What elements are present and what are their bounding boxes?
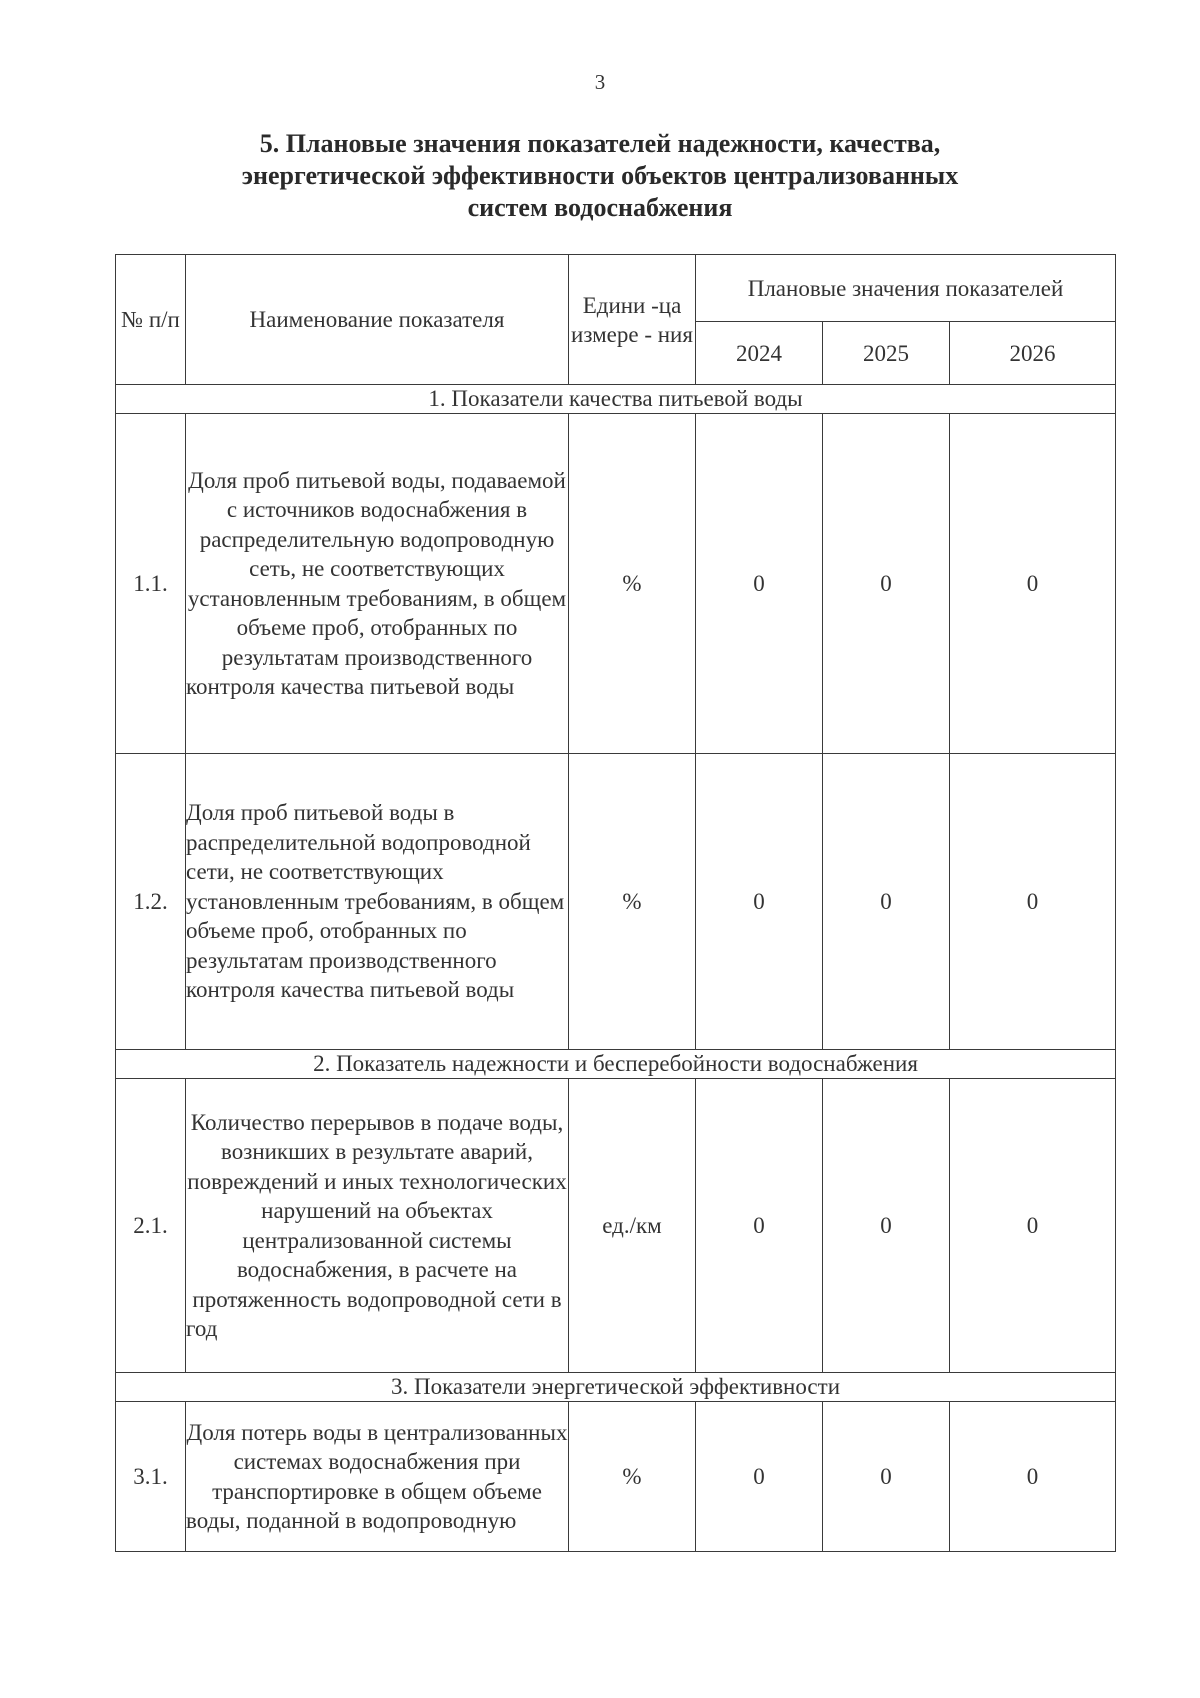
value-2026: 0	[950, 1402, 1116, 1552]
table-row	[116, 414, 1116, 754]
unit-cell: %	[569, 754, 696, 1050]
indicator-name: Доля проб питьевой воды в распределительной водопроводной сети, не соответствующих установленным требованиям, в общем объеме проб, отобранных по результатам производственного контроля качества питьевой воды	[186, 754, 569, 1050]
value-2024: 0	[696, 414, 823, 754]
header-row	[116, 255, 1116, 322]
value-2025: 0	[823, 1402, 950, 1552]
section-row	[116, 1050, 1116, 1079]
table-row	[116, 1079, 1116, 1373]
header-year: 2026	[950, 322, 1116, 385]
value-2026: 0	[950, 754, 1116, 1050]
title-line-3: систем водоснабжения	[467, 193, 733, 222]
header-num: № п/п	[116, 255, 186, 385]
header-planned: Плановые значения показателей	[696, 255, 1116, 322]
unit-cell: %	[569, 414, 696, 754]
unit-cell: %	[569, 1402, 696, 1552]
title-line-1: 5. Плановые значения показателей надежности, качества,	[259, 129, 941, 158]
page-number: 3	[594, 70, 606, 94]
header-year: 2025	[823, 322, 950, 385]
document-title	[180, 128, 1020, 224]
section-title: 1. Показатели качества питьевой воды	[116, 385, 1116, 414]
row-number: 1.1.	[116, 414, 186, 754]
row-number: 2.1.	[116, 1079, 186, 1373]
unit-cell: ед./км	[569, 1079, 696, 1373]
value-2024: 0	[696, 1402, 823, 1552]
row-number: 1.2.	[116, 754, 186, 1050]
value-2026: 0	[950, 414, 1116, 754]
row-number: 3.1.	[116, 1402, 186, 1552]
value-2025: 0	[823, 414, 950, 754]
value-2025: 0	[823, 754, 950, 1050]
title-line-2: энергетической эффективности объектов централизованных	[241, 161, 959, 190]
value-2026: 0	[950, 1079, 1116, 1373]
table-row	[116, 1402, 1116, 1552]
value-2024: 0	[696, 1079, 823, 1373]
indicator-name: Доля проб питьевой воды, подаваемой с источников водоснабжения в распределительную водопроводную сеть, не соответствующих установленным требованиям, в общем объеме проб, отобранных по результатам производственного контроля качества питьевой воды	[186, 414, 569, 754]
section-title: 3. Показатели энергетической эффективности	[116, 1373, 1116, 1402]
section-title: 2. Показатель надежности и бесперебойности водоснабжения	[116, 1050, 1116, 1079]
indicator-name: Доля потерь воды в централизованных системах водоснабжения при транспортировке в общем объеме воды, поданной в водопроводную	[186, 1402, 569, 1552]
indicator-name: Количество перерывов в подаче воды, возникших в результате аварий, повреждений и иных технологических нарушений на объектах централизованной системы водоснабжения, в расчете на протяженность водопроводной сети в год	[186, 1079, 569, 1373]
value-2024: 0	[696, 754, 823, 1050]
header-unit: Едини -ца измере - ния	[569, 255, 696, 385]
section-row	[116, 385, 1116, 414]
section-row	[116, 1373, 1116, 1402]
indicators-table	[115, 254, 1116, 1552]
table-row	[116, 754, 1116, 1050]
value-2025: 0	[823, 1079, 950, 1373]
header-year: 2024	[696, 322, 823, 385]
header-name: Наименование показателя	[186, 255, 569, 385]
